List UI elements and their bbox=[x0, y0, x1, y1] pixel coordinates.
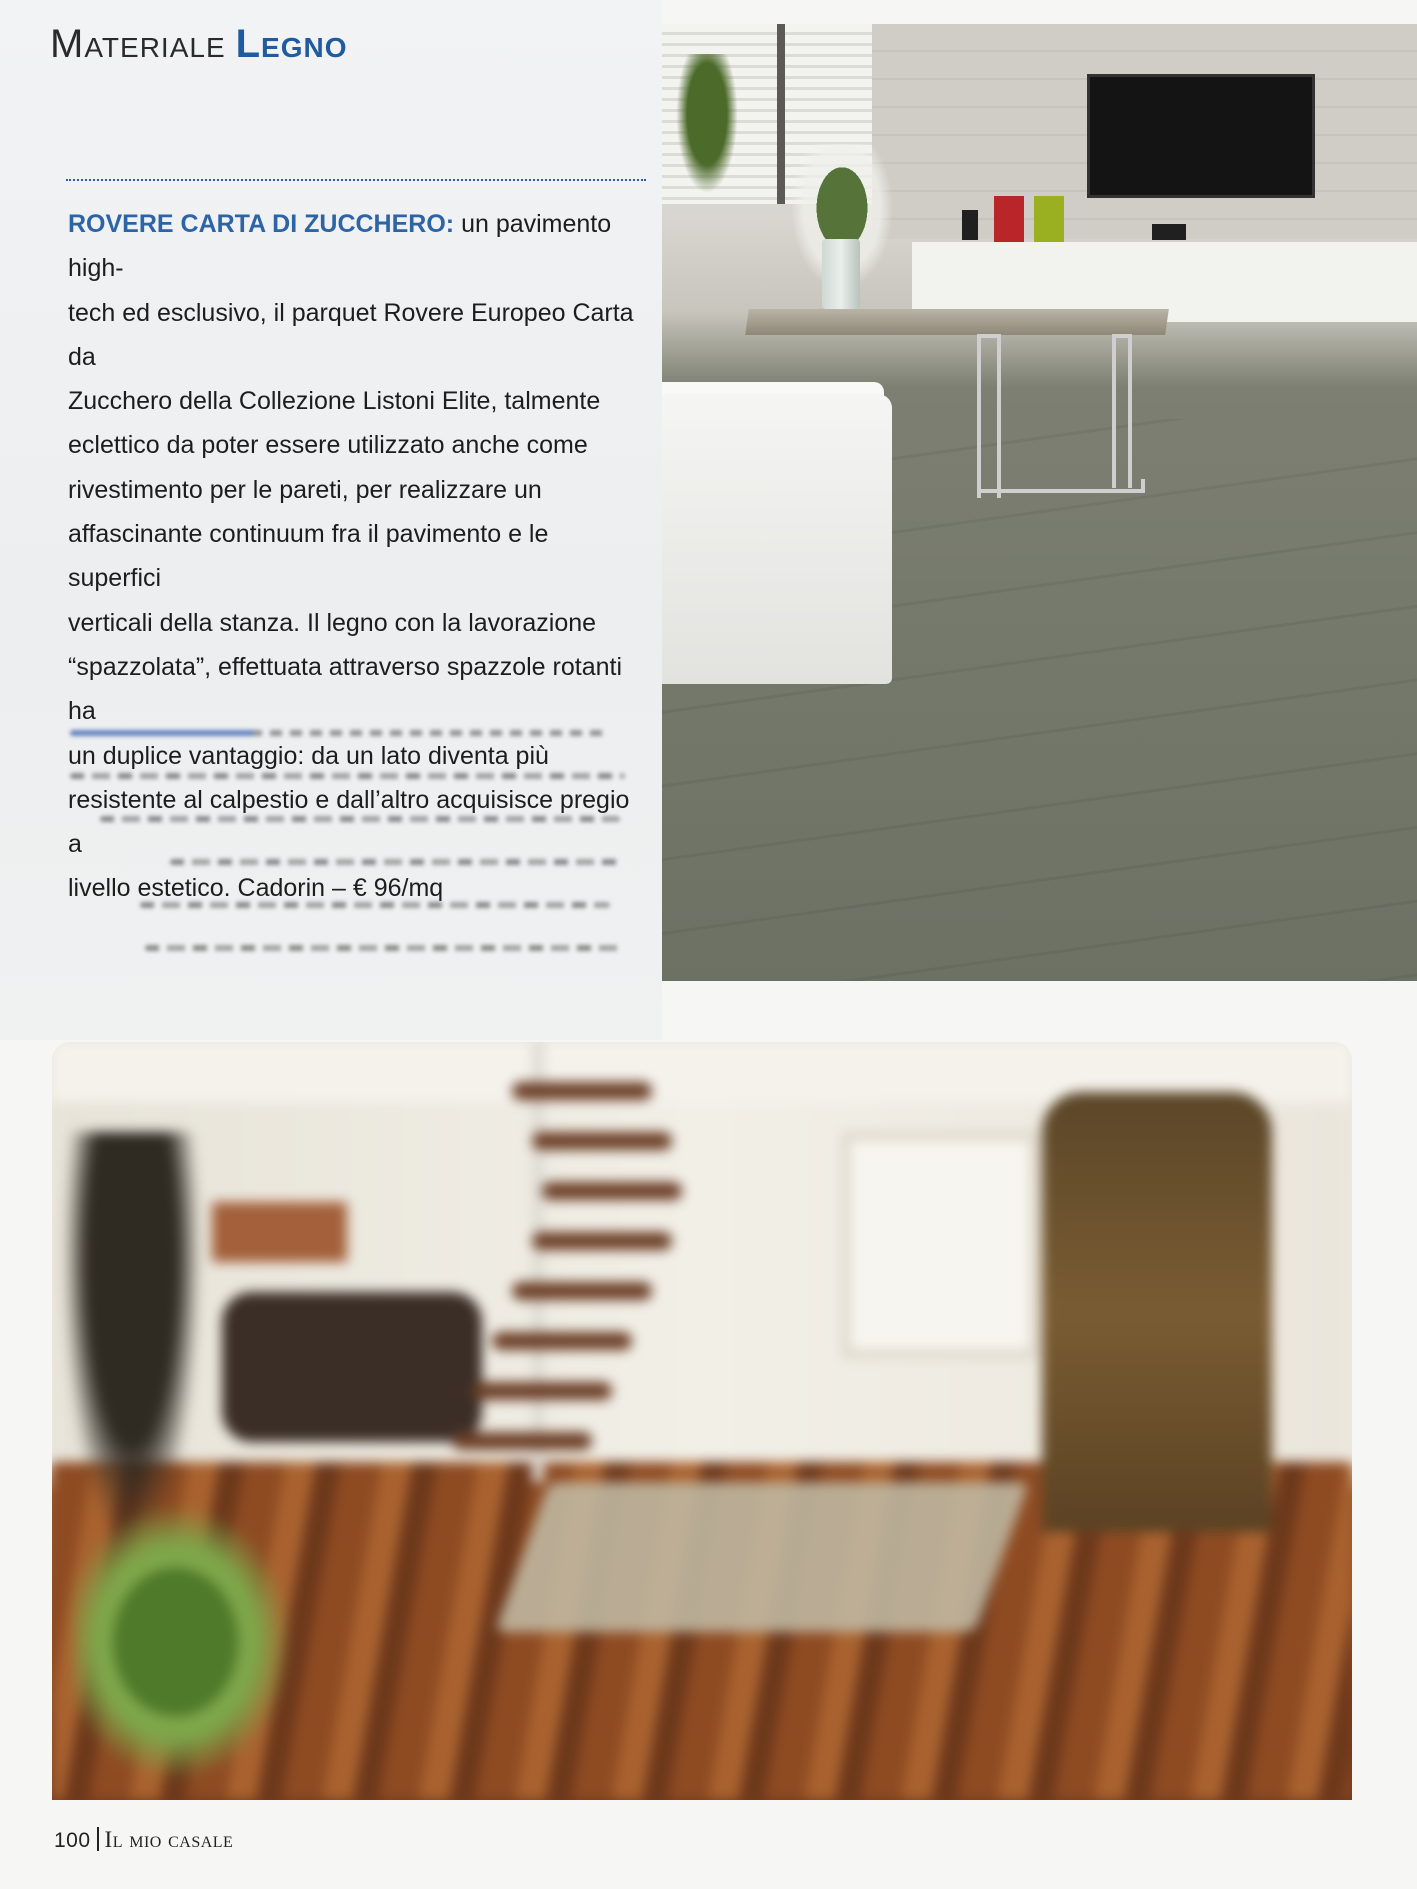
living-room-photo bbox=[662, 24, 1417, 981]
article-line: resistente al calpestio e dall’altro acquisisce pregio a bbox=[68, 785, 630, 859]
page-number: 100 bbox=[54, 1829, 91, 1852]
article-lead: ROVERE CARTA DI ZUCCHERO: bbox=[68, 210, 455, 238]
article-line: tech ed esclusivo, il parquet Rovere Europeo Carta da bbox=[68, 298, 634, 371]
article-line: Zucchero della Collezione Listoni Elite, talmente bbox=[68, 387, 601, 416]
article-line: un pavimento high- bbox=[68, 210, 612, 283]
section-label: Materiale bbox=[50, 22, 226, 66]
section-topic: Legno bbox=[235, 22, 348, 66]
section-header bbox=[50, 22, 348, 67]
white-sofa bbox=[662, 394, 892, 684]
article-line: affascinante continuum fra il pavimento e le superfici bbox=[68, 520, 549, 593]
article-line: rivestimento per le pareti, per realizzare un bbox=[68, 475, 542, 504]
blurred-text-block bbox=[70, 730, 630, 990]
footer-separator bbox=[97, 1827, 99, 1851]
article-line: verticali della stanza. Il legno con la lavorazione bbox=[68, 608, 597, 637]
article-line: un duplice vantaggio: da un lato diventa più bbox=[68, 741, 549, 770]
article-line: “spazzolata”, effettuata attraverso spazzole rotanti ha bbox=[68, 652, 623, 726]
tv-screen bbox=[1087, 74, 1315, 198]
page-footer bbox=[54, 1827, 233, 1853]
article-line: livello estetico. Cadorin – € 96/mq bbox=[68, 874, 444, 903]
article-line: eclettico da poter essere utilizzato anche come bbox=[68, 431, 588, 460]
staircase-interior-photo bbox=[52, 1042, 1352, 1800]
dotted-divider bbox=[66, 179, 646, 181]
magazine-name: Il mio casale bbox=[104, 1827, 234, 1852]
